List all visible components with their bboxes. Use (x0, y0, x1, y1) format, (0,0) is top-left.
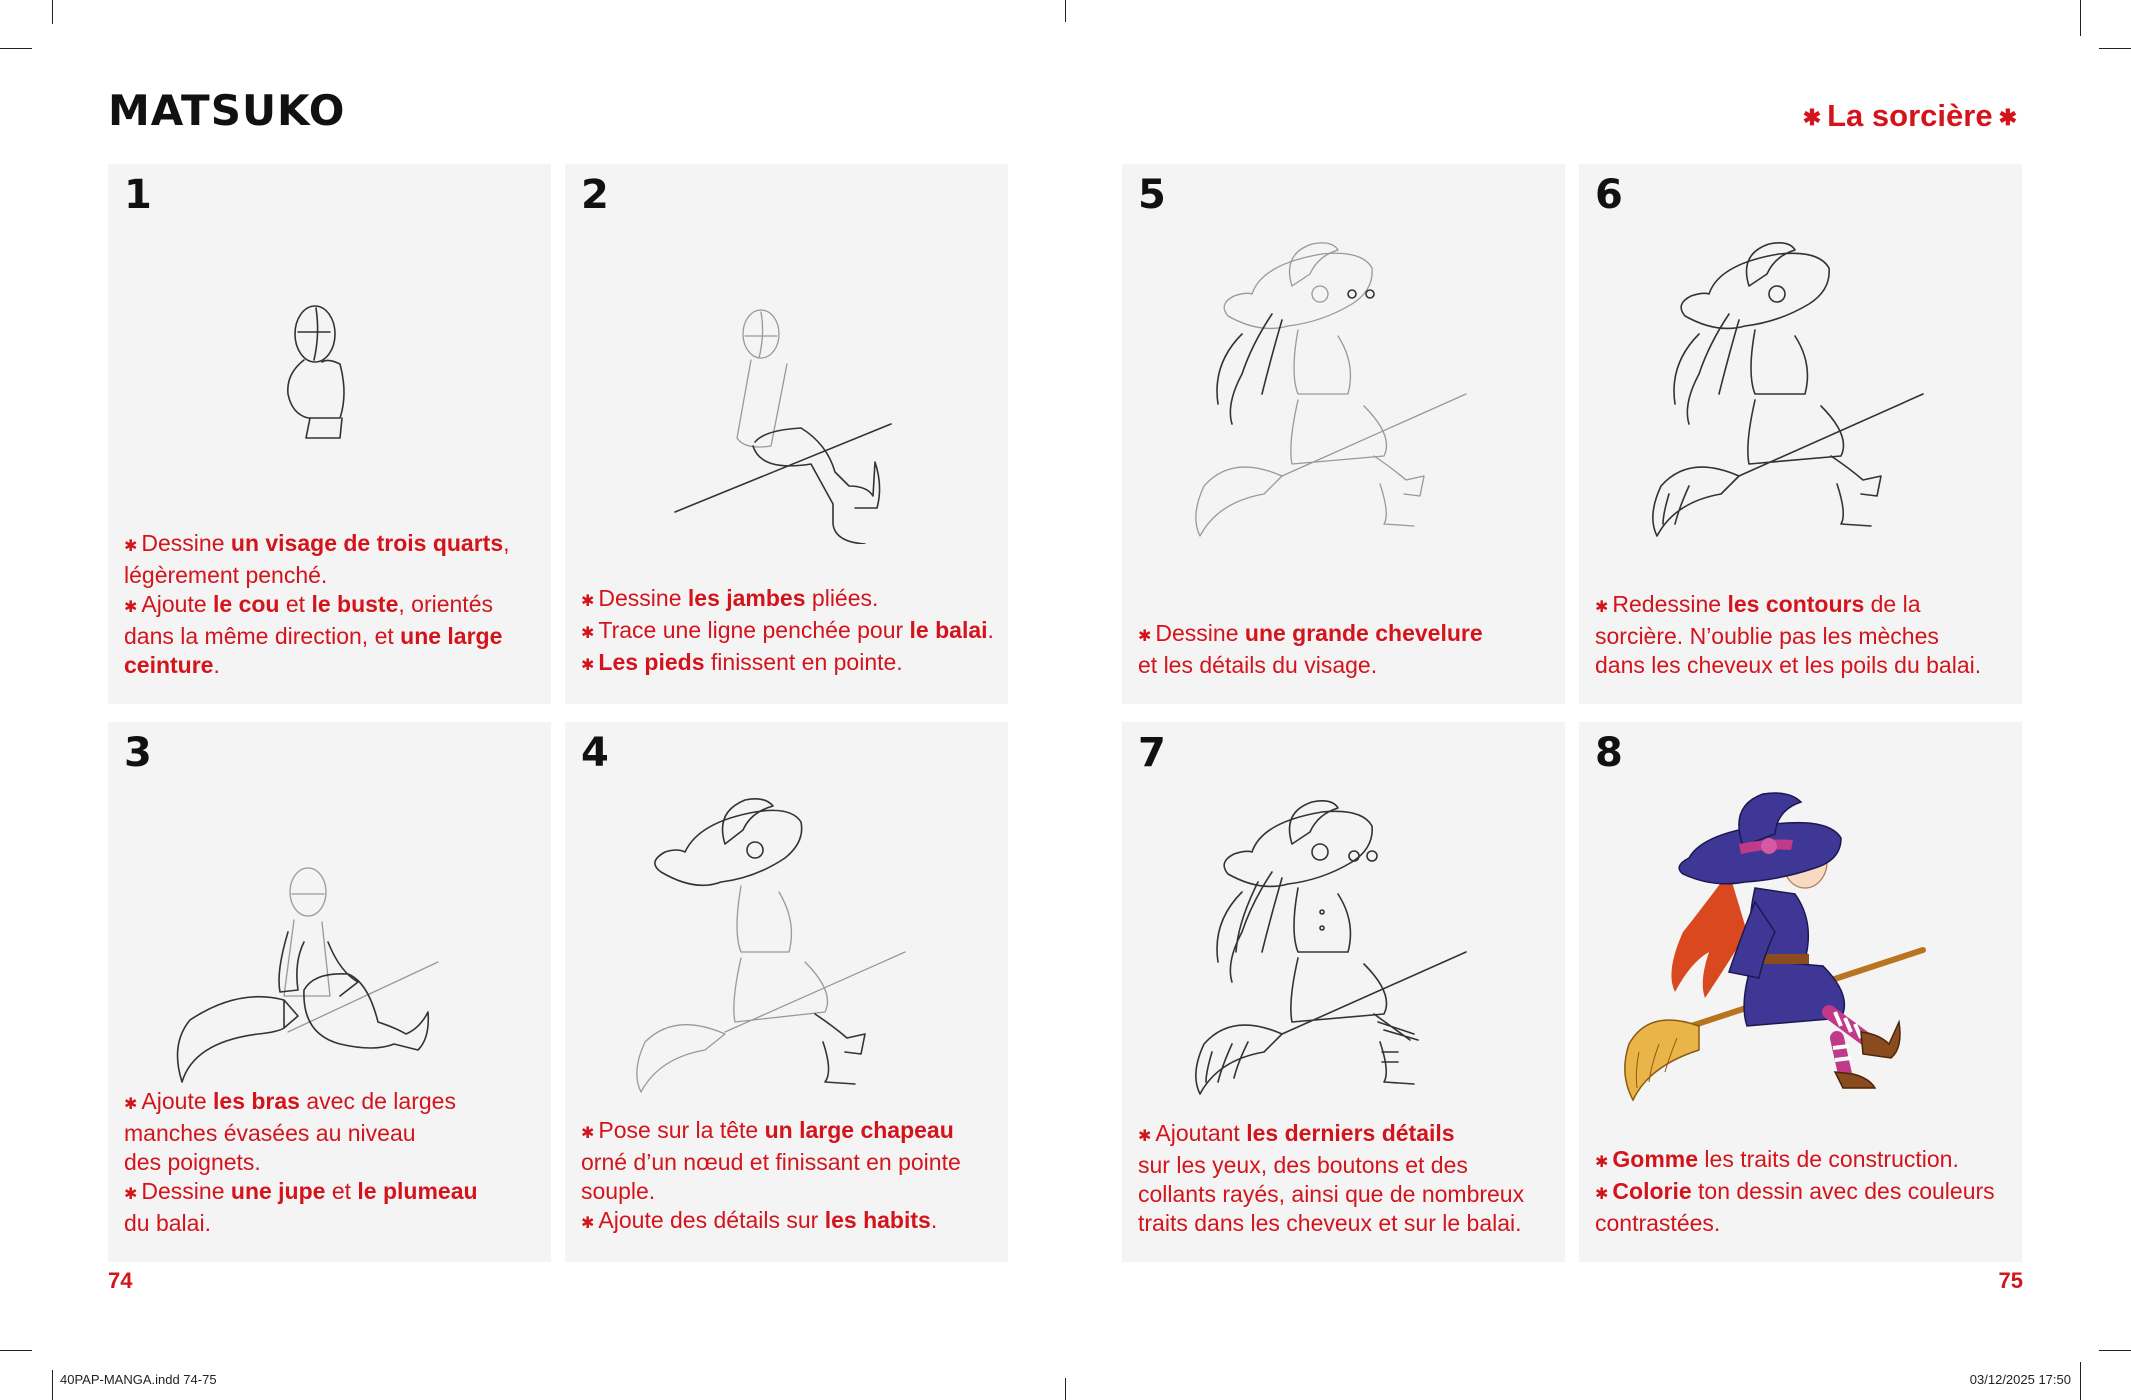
instruction-text: du balai. (124, 1210, 211, 1236)
instruction-text: et les détails du visage. (1138, 652, 1378, 678)
instruction-keyword: Les pieds (598, 649, 705, 675)
chapter-subtitle-text: La sorcière (1827, 98, 1993, 133)
instruction-line (124, 651, 541, 680)
step-instructions (124, 529, 541, 680)
asterisk-icon: ✱ (581, 1215, 595, 1232)
instruction-text: Dessine (598, 585, 688, 611)
asterisk-icon: ✱ (1138, 628, 1152, 645)
chapter-subtitle (1797, 98, 2023, 134)
instruction-keyword: un large chapeau (764, 1117, 954, 1143)
instruction-text: collants rayés, ainsi que de nombreux (1138, 1181, 1525, 1207)
instruction-line (124, 622, 541, 651)
step-instructions (124, 1087, 541, 1238)
step-panel-1 (108, 164, 551, 704)
page-number-left: 74 (108, 1268, 133, 1293)
instruction-line (1595, 1209, 2012, 1238)
step-panel-7 (1122, 722, 1565, 1262)
instruction-text: finissent en pointe. (704, 649, 903, 675)
instruction-text: , orientés (398, 591, 493, 617)
instruction-line (1138, 1209, 1555, 1238)
crop-mark (0, 48, 32, 49)
instruction-text: et (325, 1178, 358, 1204)
instruction-text: Pose sur la tête (598, 1117, 765, 1143)
instruction-keyword: Gomme (1612, 1146, 1699, 1172)
instruction-line (1595, 622, 2012, 651)
crop-mark (2099, 1350, 2131, 1351)
step-number: 8 (1595, 730, 1623, 776)
date-slug: 03/12/2025 17:50 (1969, 1372, 2071, 1387)
step-7-sketch (1122, 782, 1565, 1102)
instruction-text: les traits de construction. (1698, 1146, 1959, 1172)
instruction-text: de la (1864, 591, 1921, 617)
instruction-text: légèrement penché. (124, 562, 328, 588)
instruction-text: Ajoute (141, 1088, 214, 1114)
instruction-text: . (987, 617, 994, 643)
instruction-text: Dessine (141, 1178, 231, 1204)
instruction-line (124, 529, 541, 561)
instruction-keyword: le plumeau (357, 1178, 478, 1204)
asterisk-icon: ✱ (581, 625, 595, 642)
instruction-keyword: un visage de trois quarts (230, 530, 504, 556)
step-3-sketch (108, 782, 551, 1102)
instruction-line (1138, 619, 1555, 651)
step-number: 2 (581, 172, 609, 218)
step-number: 3 (124, 730, 152, 776)
instruction-keyword: les contours (1727, 591, 1865, 617)
step-instructions (581, 1116, 998, 1238)
step-instructions (581, 584, 998, 680)
instruction-keyword: une grande chevelure (1244, 620, 1483, 646)
step-panel-3 (108, 722, 551, 1262)
asterisk-icon: ✱ (581, 657, 595, 674)
crop-mark (1065, 0, 1066, 22)
step-instructions (1595, 1145, 2012, 1238)
instruction-line (581, 616, 998, 648)
step-8-colored-drawing (1579, 782, 2022, 1102)
instruction-text: dans les cheveux et les poils du balai. (1595, 652, 1982, 678)
instruction-text: traits dans les cheveux et sur le balai. (1138, 1210, 1522, 1236)
instruction-line (581, 1206, 998, 1238)
asterisk-icon: ✱ (124, 599, 138, 616)
step-number: 1 (124, 172, 152, 218)
instruction-text: Dessine (141, 530, 231, 556)
step-instructions (1138, 1119, 1555, 1238)
instruction-line (581, 1116, 998, 1148)
instruction-text: ton dessin avec des couleurs (1691, 1178, 1995, 1204)
instruction-text: contrastées. (1595, 1210, 1721, 1236)
instruction-text: Redessine (1612, 591, 1728, 617)
crop-mark (2080, 1362, 2081, 1400)
instruction-text: . (930, 1207, 938, 1233)
step-4-sketch (565, 782, 1008, 1102)
instruction-keyword: les derniers détails (1246, 1120, 1455, 1146)
instruction-text: pliées. (805, 585, 879, 611)
instruction-text: Trace une ligne penchée pour (598, 617, 910, 643)
step-2-sketch (565, 224, 1008, 544)
crop-mark (0, 1350, 32, 1351)
crop-mark (1065, 1378, 1066, 1400)
instruction-text: des poignets. (124, 1149, 261, 1175)
instruction-text: et (279, 591, 312, 617)
step-5-sketch (1122, 224, 1565, 544)
instruction-line (1138, 651, 1555, 680)
instruction-line (1595, 651, 2012, 680)
instruction-text: Ajoutant (1155, 1120, 1247, 1146)
step-panel-2 (565, 164, 1008, 704)
instruction-keyword: une large (400, 623, 503, 649)
instruction-text: souple. (581, 1178, 656, 1204)
crop-mark (2080, 0, 2081, 36)
page-title: MATSUKO (108, 86, 346, 135)
instruction-keyword: les jambes (687, 585, 806, 611)
instruction-text: , (503, 530, 510, 556)
asterisk-icon: ✱ (1138, 1128, 1152, 1145)
instruction-text: Ajoute (141, 591, 214, 617)
instruction-text: Dessine (1155, 620, 1245, 646)
asterisk-icon: ✱ (1802, 104, 1822, 130)
step-panel-4 (565, 722, 1008, 1262)
instruction-text: sur les yeux, des boutons et des (1138, 1152, 1468, 1178)
instruction-text: sorcière. N’oublie pas les mèches (1595, 623, 1939, 649)
file-slug: 40PAP-MANGA.indd 74-75 (60, 1372, 217, 1387)
instruction-line (1595, 1177, 2012, 1209)
instruction-keyword: les habits (824, 1207, 931, 1233)
instruction-line (581, 584, 998, 616)
instruction-line (124, 1177, 541, 1209)
instruction-keyword: le cou (213, 591, 280, 617)
asterisk-icon: ✱ (124, 538, 138, 555)
step-number: 5 (1138, 172, 1166, 218)
instruction-line (124, 1087, 541, 1119)
asterisk-icon: ✱ (1595, 1186, 1609, 1203)
step-panel-6 (1579, 164, 2022, 704)
instruction-text: orné d’un nœud et finissant en pointe (581, 1149, 961, 1175)
instruction-line (581, 1148, 998, 1177)
step-panel-5 (1122, 164, 1565, 704)
step-6-sketch (1579, 224, 2022, 544)
instruction-keyword: une jupe (230, 1178, 326, 1204)
instruction-text: . (213, 652, 220, 678)
instruction-line (1595, 1145, 2012, 1177)
crop-mark (52, 0, 53, 24)
instruction-text: manches évasées au niveau (124, 1120, 416, 1146)
asterisk-icon: ✱ (1595, 1154, 1609, 1171)
crop-mark (2099, 48, 2131, 49)
instruction-keyword: le balai (909, 617, 988, 643)
instruction-line (124, 561, 541, 590)
instruction-keyword: ceinture (124, 652, 214, 678)
instruction-text: dans la même direction, et (124, 623, 401, 649)
asterisk-icon: ✱ (1595, 599, 1609, 616)
instruction-keyword: le buste (311, 591, 399, 617)
instruction-text: avec de larges (299, 1088, 456, 1114)
step-number: 6 (1595, 172, 1623, 218)
instruction-line (124, 1119, 541, 1148)
instruction-line (581, 648, 998, 680)
instruction-keyword: les bras (213, 1088, 300, 1114)
asterisk-icon: ✱ (1998, 104, 2017, 130)
step-instructions (1138, 619, 1555, 680)
instruction-line (1138, 1151, 1555, 1180)
asterisk-icon: ✱ (581, 593, 595, 610)
instruction-line (1595, 590, 2012, 622)
page-number-right: 75 (1998, 1268, 2023, 1293)
instruction-line (124, 590, 541, 622)
crop-mark (52, 1370, 53, 1400)
step-number: 4 (581, 730, 609, 776)
instruction-line (124, 1209, 541, 1238)
instruction-line (1138, 1119, 1555, 1151)
asterisk-icon: ✱ (124, 1096, 138, 1113)
instruction-line (124, 1148, 541, 1177)
step-panel-8 (1579, 722, 2022, 1262)
instruction-line (1138, 1180, 1555, 1209)
instruction-text: Ajoute des détails sur (598, 1207, 825, 1233)
instruction-keyword: Colorie (1612, 1178, 1692, 1204)
step-1-sketch (108, 224, 551, 544)
step-instructions (1595, 590, 2012, 680)
instruction-line (581, 1177, 998, 1206)
step-number: 7 (1138, 730, 1166, 776)
asterisk-icon: ✱ (124, 1186, 138, 1203)
asterisk-icon: ✱ (581, 1125, 595, 1142)
